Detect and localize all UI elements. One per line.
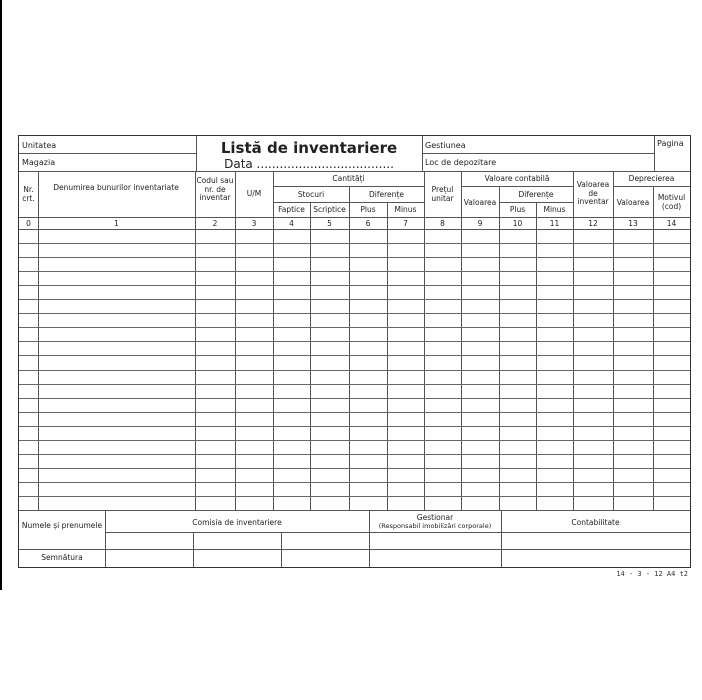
table-row-line: [19, 412, 690, 413]
col-minus2-header: Minus: [543, 205, 566, 214]
table-row-line: [19, 313, 690, 314]
form-code: 14 - 3 - 12 A4 t2: [616, 570, 688, 578]
col-valoarea-inventar-header: Valoarea de inventar: [576, 180, 610, 206]
gestionar-label: Gestionar: [416, 513, 454, 522]
column-number: 14: [666, 219, 677, 228]
col-diferente-header: Diferențe: [369, 190, 404, 199]
column-divider: [349, 186, 350, 510]
col-pretul-header: Prețul unitar: [431, 185, 454, 203]
col-faptice-header: Faptice: [278, 205, 305, 214]
magazia-label: Magazia: [22, 158, 56, 167]
col-motivul-header: Motivul (cod): [657, 193, 686, 211]
column-number: 10: [512, 219, 523, 228]
col-valoarea2-header: Valoarea: [616, 198, 650, 207]
col-minus-header: Minus: [394, 205, 417, 214]
col-stocuri-header: Stocuri: [297, 190, 325, 199]
col-plus2-header: Plus: [509, 205, 526, 214]
column-divider: [499, 186, 500, 510]
table-row-line: [19, 327, 690, 328]
column-number: 8: [440, 219, 445, 228]
col-codul-header: Codul sau nr. de inventar: [196, 176, 234, 202]
column-number: 6: [365, 219, 371, 228]
gestiunea-label: Gestiunea: [425, 141, 466, 150]
form-title: Listă de inventariere: [220, 139, 398, 157]
table-row-line: [19, 370, 690, 371]
scan-edge: [0, 0, 2, 590]
table-row-line: [19, 243, 690, 244]
column-number: 4: [289, 219, 294, 228]
table-row-line: [19, 299, 690, 300]
comisia-label: Comisia de inventariere: [192, 518, 282, 527]
data-field[interactable]: Data ....................................: [224, 157, 394, 171]
numele-label: Numele și prenumele: [21, 521, 103, 530]
column-number: 5: [327, 219, 332, 228]
table-row-line: [19, 384, 690, 385]
inventory-form: [18, 135, 691, 568]
table-row-line: [19, 271, 690, 272]
col-denumire-header: Denumirea bunurilor inventariate: [53, 183, 179, 192]
col-scriptice-header: Scriptice: [313, 205, 346, 214]
col-deprecierea-header: Deprecierea: [628, 174, 675, 183]
table-row-line: [19, 468, 690, 469]
loc-depozitare-label: Loc de depozitare: [425, 158, 497, 167]
column-number: 11: [549, 219, 560, 228]
table-row-line: [19, 341, 690, 342]
table-row-line: [19, 454, 690, 455]
column-divider: [653, 186, 654, 510]
table-row-line: [19, 355, 690, 356]
table-row-line: [19, 482, 690, 483]
table-row-line: [19, 285, 690, 286]
column-number: 12: [588, 219, 598, 228]
column-divider: [310, 202, 311, 510]
column-number: 9: [477, 219, 483, 228]
col-um-header: U/M: [246, 189, 262, 198]
column-divider: [387, 202, 388, 510]
table-row-line: [19, 440, 690, 441]
column-divider: [536, 202, 537, 510]
table-row-line: [19, 426, 690, 427]
col-cantitati-header: Cantități: [332, 174, 365, 183]
column-number: 2: [212, 219, 218, 228]
unitatea-label: Unitatea: [22, 141, 57, 150]
column-number: 7: [403, 219, 408, 228]
col-diferente2-header: Diferențe: [518, 190, 554, 199]
table-row-line: [19, 398, 690, 399]
col-nr-header: Nr. crt.: [22, 185, 35, 203]
col-valoarea-header: Valoarea: [463, 198, 497, 207]
contabilitate-label: Contabilitate: [571, 518, 620, 527]
pagina-label: Pagina: [657, 139, 684, 148]
column-number: 13: [628, 219, 638, 228]
col-plus-header: Plus: [360, 205, 376, 214]
table-row-line: [19, 257, 690, 258]
responsabil-label: (Responsabil imobilizări corporale): [378, 522, 492, 530]
table-row-line: [19, 496, 690, 497]
col-valoare-contabila-header: Valoare contabilă: [484, 174, 550, 183]
column-number: 3: [251, 219, 257, 228]
column-number: 1: [114, 219, 119, 228]
column-number: 0: [26, 219, 31, 228]
semnatura-label: Semnătura: [41, 553, 83, 562]
